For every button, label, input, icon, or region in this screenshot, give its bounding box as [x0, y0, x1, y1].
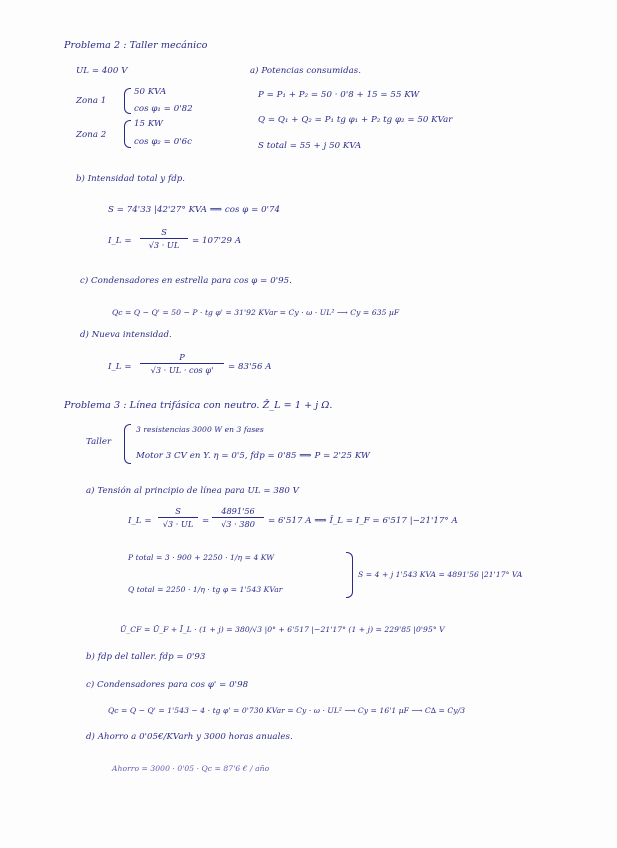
- p2-b-numerator: S: [161, 227, 167, 237]
- taller-brace: [124, 424, 131, 464]
- p3-a-current-lhs: I_L =: [128, 516, 152, 526]
- p2-d-fraction: [140, 352, 224, 375]
- p3-a-title: a) Tensión al principio de línea para UL = 380 V: [86, 486, 299, 496]
- p2-d-current-lhs: I_L =: [108, 362, 132, 372]
- p2-zona2-power: 15 KW: [134, 119, 163, 129]
- p3-b-power-factor: b) fdp del taller. fdp = 0'93: [86, 652, 206, 662]
- problem-2-title: Problema 2 : Taller mecánico: [64, 40, 208, 51]
- p2-c-equation: Qc = Q − Q' = 50 − P · tg φ' = 31'92 KVar = Cy · ω · UL² ⟶ Cy = 635 µF: [112, 308, 400, 317]
- p2-d-numerator: P: [179, 352, 185, 362]
- p3-a-apparent: S = 4 + j 1'543 KVA = 4891'56 |21'17° VA: [358, 570, 523, 579]
- p3-a-fraction-1: [158, 506, 198, 529]
- p2-d-title: d) Nueva intensidad.: [80, 330, 172, 340]
- p2-b-title: b) Intensidad total y fdp.: [76, 174, 186, 184]
- p3-d-title: d) Ahorro a 0'05€/KVarh y 3000 horas anuales.: [86, 732, 293, 742]
- p2-b-apparent: S = 74'33 |42'27° KVA ⟹ cos φ = 0'74: [108, 205, 281, 215]
- totals-brace: [346, 552, 353, 598]
- p3-c-title: c) Condensadores para cos φ' = 0'98: [86, 680, 249, 690]
- p2-b-current-lhs: I_L =: [108, 236, 132, 246]
- p3-d-savings: Ahorro = 3000 · 0'05 · Qc = 87'6 € / año: [112, 764, 270, 773]
- p3-a-source-voltage: Ū_CF = Ū_F + Ī_L · (1 + j) = 380/√3 |0° + 6'517 |−21'17° (1 + j) = 229'85 |0'95° V: [120, 625, 445, 634]
- p2-d-current-result: = 83'56 A: [228, 362, 272, 372]
- p3-a-fraction-2: [212, 506, 264, 529]
- p3-c-equation: Qc = Q − Q' = 1'543 − 4 · tg φ' = 0'730 KVar = Cy · ω · UL² ⟶ Cy = 16'1 µF ⟶ C∆ = Cy/3: [108, 706, 466, 715]
- p2-b-fraction: [140, 227, 188, 250]
- p3-a-denominator-1: √3 · UL: [162, 519, 194, 529]
- p2-line-voltage: UL = 400 V: [76, 66, 128, 76]
- p2-b-current-result: = 107'29 A: [192, 236, 242, 246]
- p3-a-total-active: P total = 3 · 900 + 2250 · 1/η = 4 KW: [128, 553, 275, 562]
- p2-zona2-label: Zona 2: [76, 130, 107, 140]
- p2-b-denominator: √3 · UL: [148, 240, 180, 250]
- p2-c-title: c) Condensadores en estrella para cos φ = 0'95.: [80, 276, 292, 286]
- problem-3-title: Problema 3 : Línea trifásica con neutro. Ẑ_L = 1 + j Ω.: [64, 400, 333, 411]
- p2-d-denominator: √3 · UL · cos φ': [150, 365, 214, 375]
- p2-a-title: a) Potencias consumidas.: [250, 66, 362, 76]
- p3-taller-motor: Motor 3 CV en Y. η = 0'5, fdp = 0'85 ⟹ P = 2'25 KW: [136, 451, 370, 461]
- p3-taller-resistors: 3 resistencias 3000 W en 3 fases: [136, 425, 264, 434]
- p3-a-equals: =: [202, 516, 210, 526]
- zona2-brace: [124, 120, 131, 148]
- p2-zona1-label: Zona 1: [76, 96, 107, 106]
- p3-a-denominator-2: √3 · 380: [221, 519, 255, 529]
- p3-a-numerator-1: S: [175, 506, 181, 516]
- p3-a-total-reactive: Q total = 2250 · 1/η · tg φ = 1'543 KVar: [128, 585, 283, 594]
- p3-a-current-result: = 6'517 A ⟹ Ī_L = I_F = 6'517 |−21'17° A: [268, 516, 458, 526]
- zona1-brace: [124, 88, 131, 114]
- p2-a-reactive-power: Q = Q₁ + Q₂ = P₁ tg φ₁ + P₂ tg φ₂ = 50 KVar: [258, 115, 453, 125]
- p2-a-apparent-power: S total = 55 + j 50 KVA: [258, 141, 362, 151]
- p2-zona1-pf: cos φ₁ = 0'82: [134, 104, 193, 114]
- p3-taller-label: Taller: [86, 437, 112, 447]
- p2-zona2-pf: cos φ₂ = 0'6c: [134, 137, 193, 147]
- p3-a-numerator-2: 4891'56: [221, 506, 255, 516]
- p2-zona1-power: 50 KVA: [134, 87, 167, 97]
- p2-a-active-power: P = P₁ + P₂ = 50 · 0'8 + 15 = 55 KW: [258, 90, 420, 100]
